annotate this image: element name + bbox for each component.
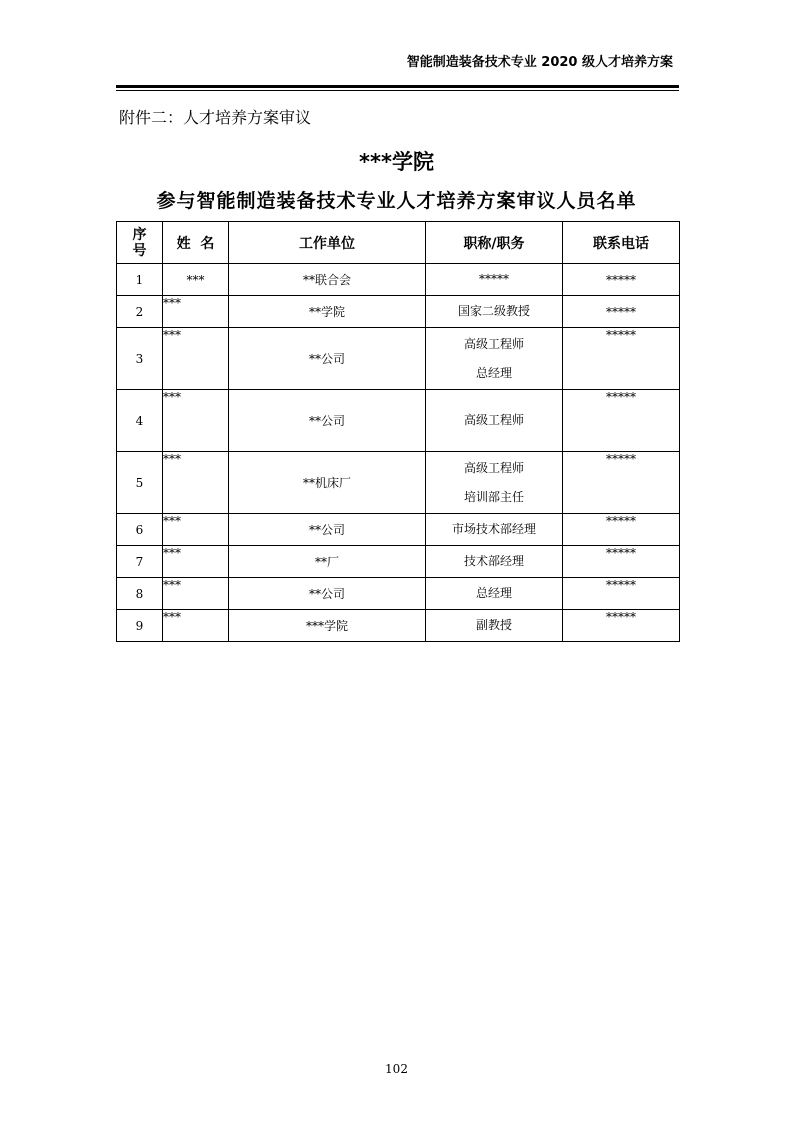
row-title: 市场技术部经理 bbox=[426, 514, 563, 546]
row-unit: **机床厂 bbox=[229, 452, 426, 514]
row-seq: 4 bbox=[117, 390, 163, 452]
row-phone: ***** bbox=[563, 514, 680, 546]
row-title: 副教授 bbox=[426, 610, 563, 642]
row-phone: ***** bbox=[563, 578, 680, 610]
table-row bbox=[117, 610, 680, 642]
row-title: 技术部经理 bbox=[426, 546, 563, 578]
row-name: *** bbox=[163, 514, 229, 546]
row-phone: ***** bbox=[563, 390, 680, 452]
table-row bbox=[117, 546, 680, 578]
row-name: *** bbox=[163, 264, 229, 296]
row-title: ***** bbox=[426, 264, 563, 296]
row-phone: ***** bbox=[563, 296, 680, 328]
row-phone: ***** bbox=[563, 264, 680, 296]
list-title: 参与智能制造装备技术专业人才培养方案审议人员名单 bbox=[156, 190, 637, 212]
header-title: 职称/职务 bbox=[426, 222, 563, 264]
row-unit: **厂 bbox=[229, 546, 426, 578]
table-row bbox=[117, 390, 680, 452]
table-row bbox=[117, 296, 680, 328]
row-name: *** bbox=[163, 546, 229, 578]
row-seq: 8 bbox=[117, 578, 163, 610]
row-unit: **学院 bbox=[229, 296, 426, 328]
row-name: *** bbox=[163, 610, 229, 642]
row-seq: 7 bbox=[117, 546, 163, 578]
header-rule-thick bbox=[116, 85, 679, 88]
header-phone: 联系电话 bbox=[563, 222, 680, 264]
header-seq bbox=[117, 222, 163, 264]
row-name: *** bbox=[163, 452, 229, 514]
table-header-row bbox=[117, 222, 680, 264]
header-name: 姓 名 bbox=[163, 222, 229, 264]
header-unit: 工作单位 bbox=[229, 222, 426, 264]
row-name: *** bbox=[163, 578, 229, 610]
row-title: 总经理 bbox=[426, 578, 563, 610]
row-seq: 5 bbox=[117, 452, 163, 514]
row-name: *** bbox=[163, 296, 229, 328]
row-title: 高级工程师 bbox=[426, 390, 563, 452]
row-seq: 3 bbox=[117, 328, 163, 390]
reviewer-table bbox=[116, 221, 680, 642]
row-name: *** bbox=[163, 328, 229, 390]
row-title: 国家二级教授 bbox=[426, 296, 563, 328]
row-title bbox=[426, 328, 563, 390]
row-seq: 1 bbox=[117, 264, 163, 296]
table-row bbox=[117, 328, 680, 390]
row-phone: ***** bbox=[563, 452, 680, 514]
row-title-line: 总经理 bbox=[475, 365, 512, 380]
row-seq: 2 bbox=[117, 296, 163, 328]
row-title-line: 高级工程师 bbox=[463, 460, 524, 475]
school-name: ***学院 bbox=[359, 150, 434, 174]
row-unit: **联合会 bbox=[229, 264, 426, 296]
row-name: *** bbox=[163, 390, 229, 452]
row-phone: ***** bbox=[563, 610, 680, 642]
header-rule-thin bbox=[116, 90, 679, 91]
table-row bbox=[117, 514, 680, 546]
running-header-title: 智能制造装备技术专业 2020 级人才培养方案 bbox=[406, 55, 673, 70]
header-seq-bottom: 号 bbox=[132, 242, 147, 259]
row-title-line: 培训部主任 bbox=[463, 489, 524, 504]
table-row bbox=[117, 578, 680, 610]
row-phone: ***** bbox=[563, 546, 680, 578]
row-title-line: 高级工程师 bbox=[463, 336, 524, 351]
page-number: 102 bbox=[385, 1062, 408, 1076]
row-seq: 9 bbox=[117, 610, 163, 642]
header-seq-top: 序 bbox=[132, 226, 147, 243]
row-unit: **公司 bbox=[229, 578, 426, 610]
row-unit: ***学院 bbox=[229, 610, 426, 642]
table-row bbox=[117, 264, 680, 296]
row-title bbox=[426, 452, 563, 514]
row-unit: **公司 bbox=[229, 390, 426, 452]
row-unit: **公司 bbox=[229, 328, 426, 390]
attachment-label: 附件二：人才培养方案审议 bbox=[119, 108, 312, 127]
row-seq: 6 bbox=[117, 514, 163, 546]
row-unit: **公司 bbox=[229, 514, 426, 546]
table-row bbox=[117, 452, 680, 514]
row-phone: ***** bbox=[563, 328, 680, 390]
